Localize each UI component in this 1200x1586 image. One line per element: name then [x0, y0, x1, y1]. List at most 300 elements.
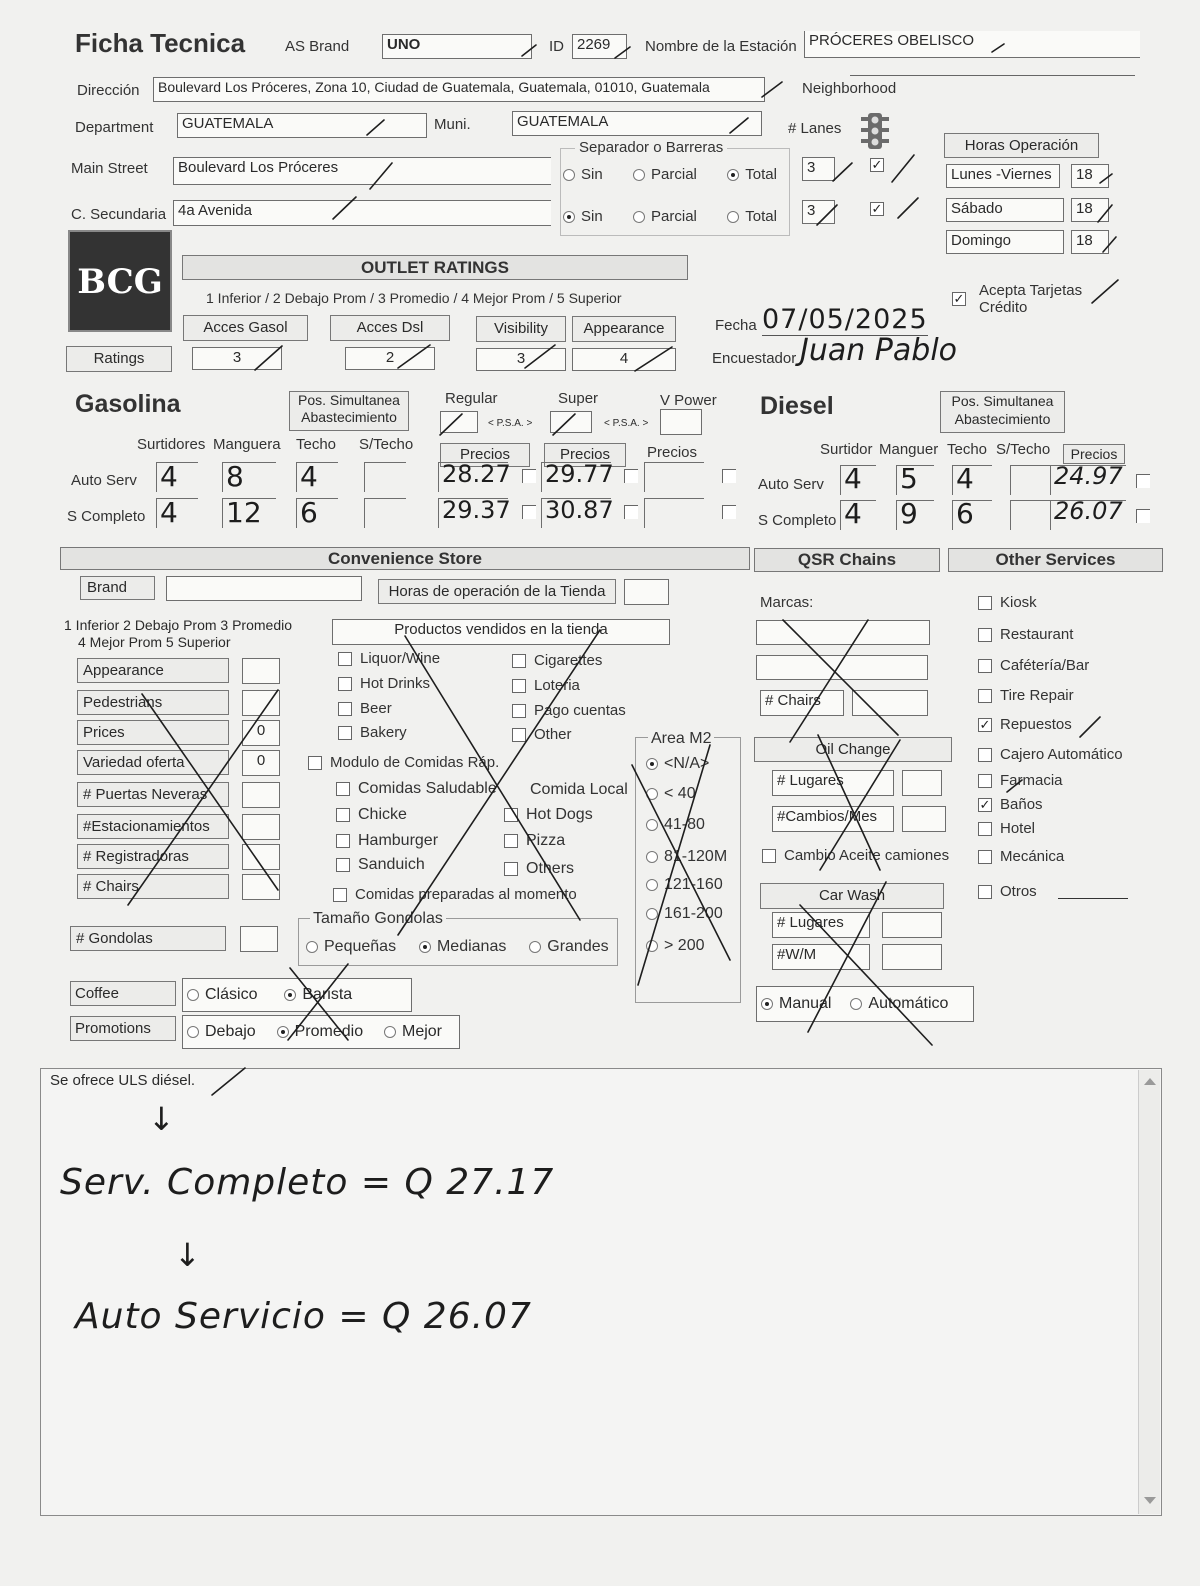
cs-metric-field[interactable] [240, 926, 278, 952]
ratings-scale: 1 Inferior / 2 Debajo Prom / 3 Promedio / 4 Mejor Prom / 5 Superior [206, 290, 622, 306]
check-icon: ✓ [953, 290, 965, 306]
hours-value-saturday[interactable]: 18 [1071, 198, 1109, 222]
vpower-label: V Power [660, 392, 717, 409]
hours-value-weekdays[interactable]: 18 [1071, 164, 1109, 188]
productos-label: Productos vendidos en la tienda [332, 619, 670, 645]
gondola-medianas-label: Medianas [436, 938, 507, 955]
area-radio-icon [646, 788, 658, 800]
comida-left-item[interactable] [336, 806, 407, 824]
cs-metric-label: Prices [77, 720, 229, 745]
check-icon: ✓ [871, 200, 883, 216]
cs-metric-label: # Puertas Neveras [77, 782, 229, 807]
carwash-title: Car Wash [760, 883, 944, 909]
traffic-light-icon [858, 111, 892, 151]
notes-arrow-2: ↓ [174, 1236, 201, 1274]
modulo-label: Modulo de Comidas Ráp. [330, 754, 500, 771]
product-right-item[interactable] [512, 726, 572, 743]
oil-lugares-field[interactable] [902, 770, 942, 796]
oil-change-title: Oil Change [754, 737, 952, 762]
product-checkbox-icon [338, 726, 352, 740]
dsl-stecho[interactable] [1010, 465, 1050, 495]
notes-scrollbar[interactable] [1138, 1070, 1160, 1514]
price-flag-checkbox[interactable] [1136, 509, 1150, 523]
area-option[interactable] [646, 848, 727, 866]
other-service-item[interactable] [978, 716, 1072, 733]
area-option-label: 161-200 [664, 905, 723, 922]
gondola-medianas[interactable] [419, 941, 431, 953]
product-label: Hot Drinks [360, 675, 431, 692]
cs-brand-label: Brand [80, 576, 155, 600]
service-checkbox-icon [978, 689, 992, 703]
tarjetas-label: Acepta Tarjetas Crédito [979, 282, 1083, 316]
hours-day-weekdays: Lunes -Viernes [946, 164, 1060, 188]
gas-manguera-value: 12 [226, 496, 262, 529]
product-label: Other [534, 726, 572, 743]
promo-mejor[interactable] [384, 1026, 396, 1038]
coffee-clasico-label: Clásico [205, 986, 258, 1003]
other-service-item[interactable] [978, 626, 1073, 643]
cs-metric-label: Pedestrians [77, 690, 229, 715]
id-label: ID [549, 38, 564, 55]
carwash-manual-label: Manual [779, 995, 832, 1012]
area-option[interactable] [646, 785, 696, 803]
dsl-surtidor-value: 4 [844, 462, 862, 495]
area-option-label: > 200 [664, 937, 705, 954]
dsl-manguer-value: 5 [900, 462, 918, 495]
carwash-lugares-field[interactable] [882, 912, 942, 938]
product-label: Cigarettes [534, 652, 603, 669]
product-label: Liquor/Wine [360, 650, 441, 667]
sep-main-sin-label: Sin [581, 166, 603, 183]
area-group [635, 737, 741, 1003]
service-checkbox-icon [978, 748, 992, 762]
product-right-item[interactable] [512, 677, 580, 694]
area-option[interactable] [646, 816, 705, 834]
separador-label: Separador o Barreras [575, 139, 727, 156]
gas-precio-regular-value: 28.27 [442, 460, 511, 488]
modulo-comidas[interactable] [308, 754, 499, 771]
cs-scale-line2: 4 Mejor Prom 5 Superior [78, 634, 231, 650]
dsl-col-manguer: Manguer [879, 441, 939, 458]
gas-precio-super-value: 29.77 [545, 460, 614, 488]
promo-promedio[interactable] [277, 1026, 289, 1038]
other-service-item[interactable] [978, 848, 1064, 865]
hours-day-saturday: Sábado [946, 198, 1064, 222]
other-service-item[interactable] [978, 772, 1063, 789]
modulo-checkbox-icon [308, 756, 322, 770]
main-street-label: Main Street [71, 160, 148, 177]
comida-checkbox-icon [336, 808, 350, 822]
department-field[interactable]: GUATEMALA [177, 113, 427, 138]
scroll-up-icon[interactable] [1144, 1078, 1156, 1085]
comida-checkbox-icon [336, 782, 350, 796]
carwash-manual[interactable] [761, 998, 773, 1010]
regular-pos-field[interactable] [440, 411, 478, 433]
ratings-col-appearance: Appearance [572, 316, 676, 342]
area-option[interactable] [646, 876, 723, 894]
tick-mark [833, 163, 852, 181]
product-label: Bakery [360, 724, 407, 741]
comida-checkbox-icon [336, 834, 350, 848]
rating-appearance[interactable]: 4 [572, 348, 676, 371]
gas-col-techo: Techo [296, 436, 337, 453]
other-service-item[interactable] [978, 883, 1037, 900]
comida-checkbox-icon [504, 862, 518, 876]
station-name-field[interactable]: PRÓCERES OBELISCO [804, 31, 1140, 58]
cs-metric-field[interactable] [242, 782, 280, 808]
gas-col-manguera: Manguera [213, 436, 281, 453]
price-flag-checkbox[interactable] [522, 505, 536, 519]
diesel-title: Diesel [760, 392, 834, 420]
comida-right-item[interactable] [504, 806, 593, 824]
other-service-item[interactable] [978, 796, 1043, 813]
comida-label: Chicke [358, 806, 407, 823]
gas-surtidores-value: 4 [160, 496, 178, 529]
notes-arrow-1: ↓ [148, 1100, 175, 1138]
rating-acces-dsl[interactable]: 2 [345, 347, 435, 370]
service-checkbox-icon [978, 596, 992, 610]
secundaria-label: C. Secundaria [71, 206, 167, 223]
sep-main-parcial[interactable] [633, 169, 645, 181]
hours-value-sunday[interactable]: 18 [1071, 230, 1109, 254]
service-checkbox-icon [978, 659, 992, 673]
dsl-row-label-completo: S Completo [758, 512, 837, 529]
gas-precios-regular: Precios [440, 443, 530, 467]
id-field[interactable]: 2269 [572, 34, 627, 59]
service-label: Baños [1000, 796, 1043, 813]
sep-sec-sin-label: Sin [581, 208, 603, 225]
tarjetas-check[interactable] [952, 290, 974, 308]
cs-metric-field[interactable] [242, 658, 280, 684]
marcas-field-2[interactable] [756, 655, 928, 680]
price-flag-checkbox[interactable] [522, 469, 536, 483]
cs-metric-label: # Gondolas [70, 926, 226, 951]
carwash-automatico[interactable] [850, 998, 862, 1010]
carwash-options [756, 986, 974, 1022]
cs-brand-field[interactable] [166, 576, 362, 601]
cs-metric-field[interactable]: 0 [242, 720, 280, 746]
product-right-item[interactable] [512, 702, 626, 719]
gas-techo-value: 4 [300, 460, 318, 493]
area-option[interactable] [646, 755, 709, 773]
neighborhood-label: Neighborhood [802, 80, 897, 97]
gas-precio-super-value: 30.87 [545, 496, 614, 524]
promotions-label: Promotions [70, 1016, 176, 1041]
service-checkbox-icon [978, 628, 992, 642]
sep-sec-total-label: Total [745, 208, 777, 225]
cs-metric-field[interactable] [242, 874, 280, 900]
psa-label: < P.S.A. > [604, 418, 649, 429]
comidas-prep-label: Comidas preparadas al momento [355, 886, 577, 903]
cs-horas-field[interactable] [624, 579, 669, 605]
area-radio-icon [646, 851, 658, 863]
product-label: Beer [360, 700, 392, 717]
lanes-main-field[interactable]: 3 [802, 157, 835, 181]
area-label: Area M2 [648, 730, 714, 748]
other-service-item[interactable] [978, 657, 1089, 674]
lanes-main-check[interactable] [870, 156, 892, 174]
service-checkbox-icon [978, 774, 992, 788]
gondolas-label: Tamaño Gondolas [310, 910, 446, 928]
cs-metric-label: #Estacionamientos [77, 814, 229, 839]
price-flag-checkbox[interactable] [722, 505, 736, 519]
dsl-row-label-auto: Auto Serv [758, 476, 824, 493]
area-radio-icon [646, 940, 658, 952]
comida-left-item[interactable] [336, 856, 425, 874]
tick-mark [1080, 717, 1100, 737]
cs-metric-label: # Registradoras [77, 844, 229, 869]
ratings-col-visibility: Visibility [476, 316, 566, 342]
area-option[interactable] [646, 937, 704, 955]
main-street-field[interactable]: Boulevard Los Próceres [173, 157, 551, 185]
diesel-pos-label: Pos. Simultanea Abastecimiento [940, 391, 1065, 433]
direccion-field[interactable]: Boulevard Los Próceres, Zona 10, Ciudad de Guatemala, Guatemala, 01010, Guatemala [153, 77, 765, 102]
area-radio-icon [646, 879, 658, 891]
other-service-item[interactable] [978, 820, 1035, 837]
oil-cambios-field[interactable] [902, 806, 946, 832]
form-title: Ficha Tecnica [75, 28, 246, 58]
notes-textarea[interactable] [40, 1068, 1162, 1516]
qsr-chairs-label: # Chairs [760, 690, 844, 716]
gondola-pequenas-label: Pequeñas [324, 938, 397, 955]
product-checkbox-icon [512, 679, 526, 693]
service-label: Otros [1000, 883, 1037, 900]
rating-visibility[interactable]: 3 [476, 348, 566, 371]
price-flag-checkbox[interactable] [624, 469, 638, 483]
encuestador-value[interactable]: Juan Pablo [800, 333, 958, 368]
dsl-techo-value: 4 [956, 462, 974, 495]
scroll-down-icon[interactable] [1144, 1497, 1156, 1504]
muni-label: Muni. [434, 116, 471, 133]
gas-col-surtidores: Surtidores [137, 436, 206, 453]
gas-stecho[interactable] [364, 498, 406, 528]
marcas-field-1[interactable] [756, 620, 930, 645]
product-checkbox-icon [512, 728, 526, 742]
comida-local-label: Comida Local [530, 781, 628, 798]
product-right-item[interactable] [512, 652, 602, 669]
service-label: Restaurant [1000, 626, 1074, 643]
neighborhood-field[interactable] [850, 70, 1135, 76]
ratings-col-acces-gasol: Acces Gasol [183, 315, 308, 341]
notes-line-1: Serv. Completo = Q 27.17 [60, 1162, 555, 1203]
oil-lugares-label: # Lugares [772, 770, 894, 796]
coffee-clasico[interactable] [187, 989, 199, 1001]
gas-row-label-auto: Auto Serv [71, 472, 137, 489]
notes-typed-text: Se ofrece ULS diésel. [50, 1072, 196, 1089]
department-label: Department [75, 119, 154, 136]
sep-sec-parcial[interactable] [633, 211, 645, 223]
carwash-automatico-label: Automático [868, 995, 949, 1012]
area-option[interactable] [646, 905, 723, 923]
product-label: Pago cuentas [534, 702, 626, 719]
product-checkbox-icon [338, 677, 352, 691]
sep-sec-total[interactable] [727, 211, 739, 223]
cs-horas-label: Horas de operación de la Tienda [378, 579, 616, 604]
area-option-label: 41-80 [664, 816, 705, 833]
dsl-col-precios: Precios [1063, 444, 1125, 464]
cs-metric-field[interactable] [242, 844, 280, 870]
comida-label: Hamburger [358, 832, 439, 849]
product-checkbox-icon [338, 652, 352, 666]
lanes-label: # Lanes [788, 120, 842, 137]
comida-right-item[interactable] [504, 860, 574, 878]
hours-title: Horas Operación [944, 133, 1099, 158]
sep-main-sin[interactable] [563, 169, 575, 181]
vpower-pos-field[interactable] [660, 409, 702, 435]
separador-sec-options [563, 208, 777, 225]
area-option-label: < 40 [664, 785, 696, 802]
notes-line-2: Auto Servicio = Q 26.07 [75, 1296, 532, 1337]
sep-sec-sin[interactable] [563, 211, 575, 223]
comida-checkbox-icon [504, 808, 518, 822]
comida-right-item[interactable] [504, 832, 565, 850]
service-label: Kiosk [1000, 594, 1037, 611]
gondola-grandes[interactable] [529, 941, 541, 953]
rating-acces-gasol[interactable]: 3 [192, 347, 282, 370]
other-service-item[interactable] [978, 687, 1074, 704]
service-label: Hotel [1000, 820, 1036, 837]
product-left-item[interactable] [338, 650, 440, 667]
product-label: Loteria [534, 677, 580, 694]
lanes-sec-check[interactable] [870, 200, 892, 218]
qsr-title: QSR Chains [754, 548, 940, 572]
area-option-label: <N/A> [664, 755, 710, 772]
product-checkbox-icon [512, 704, 526, 718]
as-brand-label: AS Brand [285, 38, 350, 55]
comida-label: Pizza [526, 832, 566, 849]
area-radio-icon [646, 908, 658, 920]
promo-mejor-label: Mejor [402, 1023, 443, 1040]
gas-precios-super: Precios [544, 443, 626, 467]
cs-scale-line1: 1 Inferior 2 Debajo Prom 3 Promedio [64, 617, 292, 633]
tick-mark [762, 82, 782, 97]
gondola-options [306, 938, 609, 956]
coffee-options [182, 978, 412, 1012]
cs-metric-label: Appearance [77, 658, 229, 683]
as-brand-field[interactable]: UNO [382, 34, 532, 59]
muni-field[interactable]: GUATEMALA [512, 111, 762, 136]
gas-manguera-value: 8 [226, 460, 244, 493]
service-checkbox-icon [978, 822, 992, 836]
secundaria-field[interactable]: 4a Avenida [173, 200, 551, 226]
ratings-col-acces-dsl: Acces Dsl [330, 315, 450, 341]
dsl-manguer-value: 9 [900, 497, 918, 530]
sep-main-parcial-label: Parcial [651, 166, 697, 183]
comida-left-item[interactable] [336, 832, 438, 850]
dsl-stecho[interactable] [1010, 500, 1050, 530]
product-checkbox-icon [338, 702, 352, 716]
oil-cambios-label: #Cambios/Mes [772, 806, 894, 832]
lanes-sec-field[interactable]: 3 [802, 200, 835, 224]
dsl-col-stecho: S/Techo [996, 441, 1051, 458]
sep-main-total-label: Total [745, 166, 777, 183]
outlet-ratings-title: OUTLET RATINGS [182, 255, 688, 280]
service-checkbox-icon [978, 885, 992, 899]
carwash-wm-field[interactable] [882, 944, 942, 970]
coffee-barista-label: Barista [302, 986, 353, 1003]
coffee-label: Coffee [70, 981, 176, 1006]
price-flag-checkbox[interactable] [722, 469, 736, 483]
promo-debajo-label: Debajo [205, 1023, 256, 1040]
service-label: Repuestos [1000, 716, 1072, 733]
gas-techo-value: 6 [300, 496, 318, 529]
area-option-label: 81-120M [664, 848, 728, 865]
price-flag-checkbox[interactable] [624, 505, 638, 519]
gas-stecho[interactable] [364, 462, 406, 492]
cambio-aceite-checkbox-icon [762, 849, 776, 863]
price-flag-checkbox[interactable] [1136, 474, 1150, 488]
gas-precio-vpower[interactable] [644, 498, 704, 528]
super-label: Super [558, 390, 599, 407]
station-name-label: Nombre de la Estación [645, 38, 797, 55]
service-label: Cajero Automático [1000, 746, 1123, 763]
comida-checkbox-icon [504, 834, 518, 848]
sep-main-total[interactable] [727, 169, 739, 181]
dsl-techo-value: 6 [956, 497, 974, 530]
service-label: Cafétería/Bar [1000, 657, 1090, 674]
gas-precio-regular-value: 29.37 [442, 496, 511, 524]
fecha-value[interactable]: 07/05/2025 [762, 304, 928, 335]
cs-metric-field[interactable]: 0 [242, 750, 280, 776]
other-service-item[interactable] [978, 746, 1123, 763]
hours-day-sunday: Domingo [946, 230, 1064, 254]
comida-left-item[interactable] [336, 780, 497, 798]
qsr-chairs-field[interactable] [852, 690, 928, 716]
tick-mark [898, 198, 918, 218]
dsl-precio-value: 24.97 [1054, 462, 1123, 490]
encuestador-label: Encuestador [712, 350, 797, 367]
promo-options [182, 1015, 460, 1049]
psa-label: < P.S.A. > [488, 418, 533, 429]
gas-precios-vpower: Precios [647, 444, 698, 461]
gasolina-pos-label: Pos. Simultanea Abastecimiento [289, 391, 409, 431]
cs-metric-field[interactable] [242, 814, 280, 840]
area-radio-icon [646, 819, 658, 831]
product-left-item[interactable] [338, 700, 392, 717]
service-label: Mecánica [1000, 848, 1065, 865]
product-checkbox-icon [512, 654, 526, 668]
comida-label: Comidas Saludable [358, 780, 497, 797]
promo-debajo[interactable] [187, 1026, 199, 1038]
cs-metric-field[interactable] [242, 690, 280, 716]
cs-metric-label: # Chairs [77, 874, 229, 899]
promo-promedio-label: Promedio [294, 1023, 364, 1040]
comida-label: Hot Dogs [526, 806, 593, 823]
super-pos-field[interactable] [550, 411, 592, 433]
check-icon: ✓ [871, 156, 883, 172]
cs-metric-label: Variedad oferta [77, 750, 229, 775]
area-option-label: 121-160 [664, 876, 723, 893]
cambio-aceite-camiones[interactable] [762, 847, 949, 864]
coffee-barista[interactable] [284, 989, 296, 1001]
otros-line[interactable] [1058, 898, 1128, 899]
other-service-item[interactable] [978, 594, 1037, 611]
dsl-precio-value: 26.07 [1054, 497, 1123, 525]
bcg-logo: BCG [68, 230, 172, 332]
gondola-pequenas[interactable] [306, 941, 318, 953]
sep-sec-parcial-label: Parcial [651, 208, 697, 225]
direccion-label: Dirección [77, 82, 140, 99]
marcas-label: Marcas: [760, 594, 814, 611]
product-left-item[interactable] [338, 724, 407, 741]
service-label: Farmacia [1000, 772, 1063, 789]
product-left-item[interactable] [338, 675, 430, 692]
gas-precio-vpower[interactable] [644, 462, 704, 492]
comidas-preparadas[interactable] [333, 886, 577, 903]
separador-main-options [563, 166, 777, 183]
service-checkbox-icon: ✓ [979, 717, 991, 733]
ratings-row-label: Ratings [66, 346, 172, 372]
